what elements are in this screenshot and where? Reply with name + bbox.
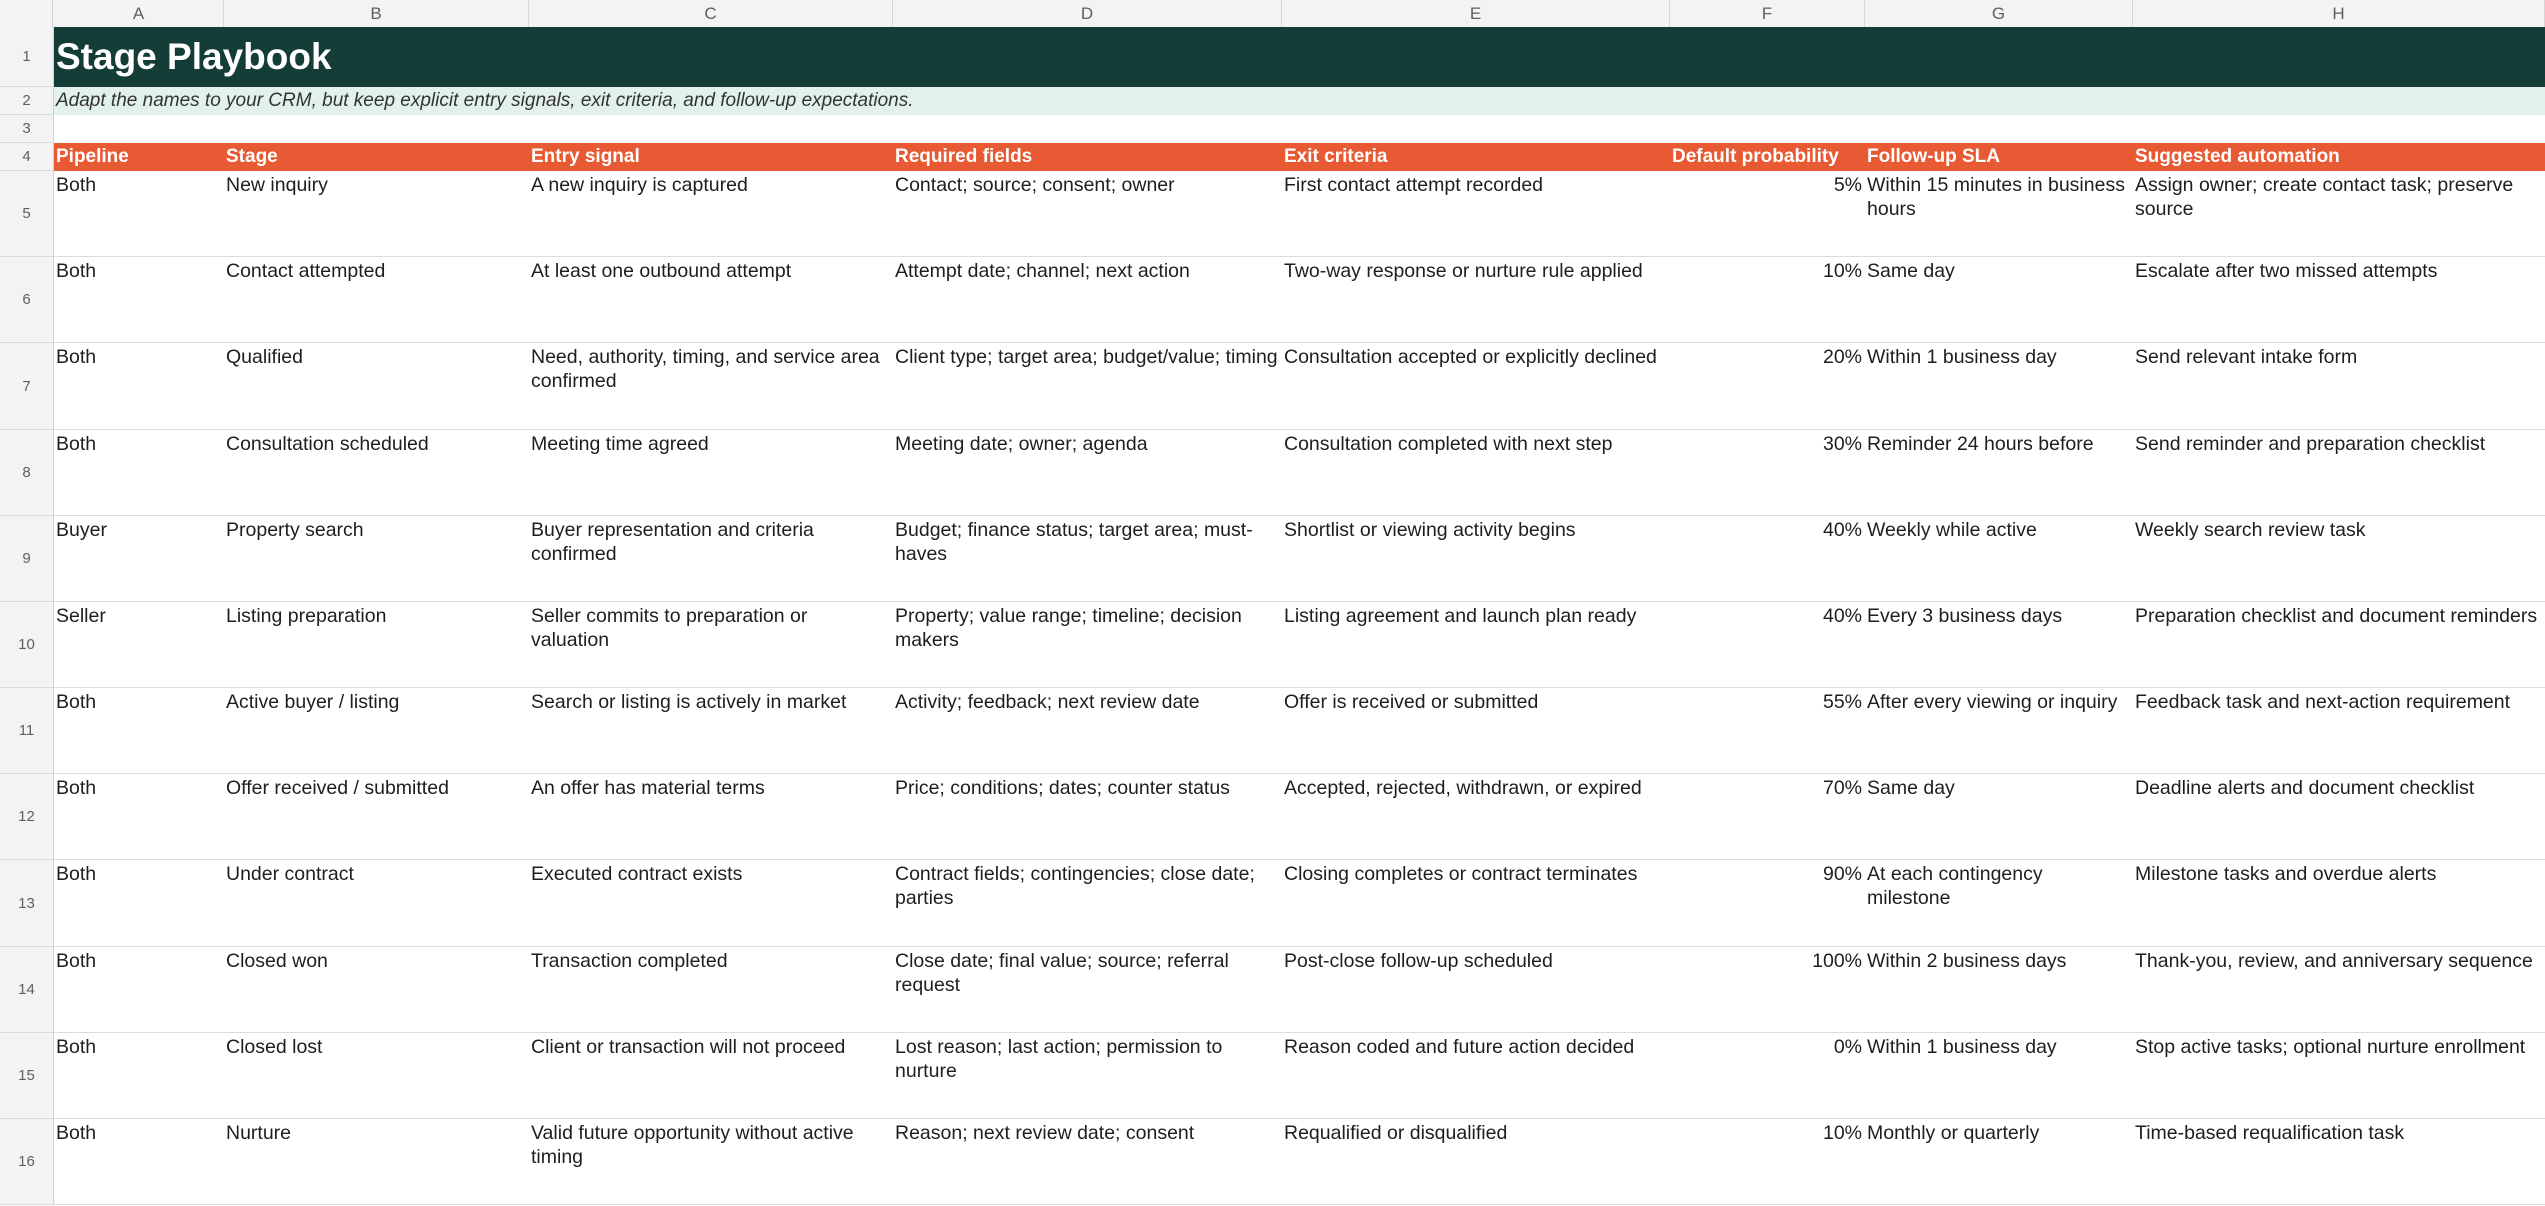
table-cell[interactable]: Client type; target area; budget/value; timing [895, 346, 1278, 368]
table-cell[interactable]: 100% [1812, 950, 1862, 972]
row-header-2[interactable]: 2 [0, 87, 54, 115]
table-cell[interactable]: Stop active tasks; optional nurture enrollment [2135, 1036, 2526, 1058]
table-cell[interactable]: Reason; next review date; consent [895, 1122, 1195, 1144]
row-header-9[interactable]: 9 [0, 516, 54, 602]
table-cell[interactable]: Consultation scheduled [226, 433, 429, 455]
table-cell[interactable]: Shortlist or viewing activity begins [1284, 519, 1576, 541]
column-header-f[interactable]: F [1670, 0, 1865, 27]
row-header-12[interactable]: 12 [0, 774, 54, 860]
table-cell[interactable]: Seller commits to preparation or valuation [531, 605, 808, 651]
table-cell[interactable]: 55% [1822, 691, 1862, 713]
table-cell[interactable]: Activity; feedback; next review date [895, 691, 1200, 713]
table-cell[interactable]: Buyer representation and criteria confirmed [531, 519, 814, 565]
table-cell[interactable]: 0% [1833, 1036, 1862, 1058]
row-header-10[interactable]: 10 [0, 602, 54, 688]
table-cell[interactable]: Price; conditions; dates; counter status [895, 777, 1230, 799]
table-cell[interactable]: Both [56, 260, 97, 282]
table-cell[interactable]: Both [56, 346, 97, 368]
table-cell[interactable]: Valid future opportunity without active timing [531, 1122, 854, 1168]
table-cell[interactable]: At least one outbound attempt [531, 260, 792, 282]
header-cell[interactable]: Entry signal [531, 146, 640, 167]
table-cell[interactable]: Consultation accepted or explicitly declined [1284, 346, 1657, 368]
table-cell[interactable]: Within 1 business day [1867, 1036, 2057, 1058]
table-cell[interactable]: At each contingency milestone [1867, 863, 2043, 909]
table-cell[interactable]: Same day [1867, 777, 1955, 799]
table-cell[interactable]: Accepted, rejected, withdrawn, or expired [1284, 777, 1642, 799]
select-all-corner[interactable] [0, 0, 53, 27]
table-cell[interactable]: Search or listing is actively in market [531, 691, 847, 713]
table-cell[interactable]: Send reminder and preparation checklist [2135, 433, 2486, 455]
table-cell[interactable]: Time-based requalification task [2135, 1122, 2405, 1144]
table-cell[interactable]: Need, authority, timing, and service area confirmed [531, 346, 880, 392]
row-header-6[interactable]: 6 [0, 257, 54, 343]
table-cell[interactable]: Seller [56, 605, 106, 627]
table-cell[interactable]: Both [56, 433, 97, 455]
table-cell[interactable]: Offer is received or submitted [1284, 691, 1539, 713]
table-cell[interactable]: Reminder 24 hours before [1867, 433, 2094, 455]
row-header-13[interactable]: 13 [0, 860, 54, 947]
table-cell[interactable]: Meeting time agreed [531, 433, 709, 455]
table-cell[interactable]: Every 3 business days [1867, 605, 2063, 627]
table-cell[interactable]: 10% [1822, 260, 1862, 282]
table-cell[interactable]: Both [56, 691, 97, 713]
table-cell[interactable]: 40% [1822, 519, 1862, 541]
column-header-h[interactable]: H [2133, 0, 2545, 27]
table-cell[interactable]: Listing preparation [226, 605, 387, 627]
table-cell[interactable]: First contact attempt recorded [1284, 174, 1544, 196]
table-cell[interactable]: New inquiry [226, 174, 328, 196]
table-cell[interactable]: Monthly or quarterly [1867, 1122, 2040, 1144]
table-cell[interactable]: Budget; finance status; target area; must-haves [895, 519, 1253, 565]
row-header-14[interactable]: 14 [0, 947, 54, 1033]
table-cell[interactable]: Close date; final value; source; referral request [895, 950, 1229, 996]
row-header-3[interactable]: 3 [0, 115, 54, 143]
table-cell[interactable]: Post-close follow-up scheduled [1284, 950, 1553, 972]
table-cell[interactable]: Thank-you, review, and anniversary sequence [2135, 950, 2533, 972]
header-cell[interactable]: Required fields [895, 146, 1033, 167]
table-cell[interactable]: Offer received / submitted [226, 777, 449, 799]
column-header-a[interactable]: A [54, 0, 224, 27]
table-cell[interactable]: 30% [1822, 433, 1862, 455]
table-cell[interactable]: Transaction completed [531, 950, 728, 972]
table-cell[interactable]: 40% [1822, 605, 1862, 627]
column-header-e[interactable]: E [1282, 0, 1670, 27]
table-cell[interactable]: Two-way response or nurture rule applied [1284, 260, 1643, 282]
row-header-5[interactable]: 5 [0, 171, 54, 257]
table-cell[interactable]: Closing completes or contract terminates [1284, 863, 1638, 885]
table-cell[interactable]: An offer has material terms [531, 777, 765, 799]
table-cell[interactable]: 20% [1822, 346, 1862, 368]
table-cell[interactable]: Nurture [226, 1122, 292, 1144]
row-header-7[interactable]: 7 [0, 343, 54, 430]
header-cell[interactable]: Exit criteria [1284, 146, 1388, 167]
table-cell[interactable]: Both [56, 174, 97, 196]
table-cell[interactable]: Contact attempted [226, 260, 386, 282]
table-cell[interactable]: Both [56, 1036, 97, 1058]
column-header-g[interactable]: G [1865, 0, 2133, 27]
table-cell[interactable]: Contact; source; consent; owner [895, 174, 1175, 196]
table-cell[interactable]: A new inquiry is captured [531, 174, 748, 196]
row-header-11[interactable]: 11 [0, 688, 54, 774]
table-cell[interactable]: 5% [1833, 174, 1862, 196]
table-cell[interactable]: Reason coded and future action decided [1284, 1036, 1635, 1058]
row-header-4[interactable]: 4 [0, 143, 54, 171]
table-cell[interactable]: Both [56, 777, 97, 799]
table-cell[interactable]: Both [56, 1122, 97, 1144]
table-cell[interactable]: Within 2 business days [1867, 950, 2067, 972]
table-cell[interactable]: Executed contract exists [531, 863, 743, 885]
title-band [54, 27, 2545, 87]
table-cell[interactable]: Contract fields; contingencies; close date; parties [895, 863, 1255, 909]
table-cell[interactable]: Buyer [56, 519, 107, 541]
table-cell[interactable]: Consultation completed with next step [1284, 433, 1613, 455]
table-cell[interactable]: Closed won [226, 950, 328, 972]
table-cell[interactable]: Both [56, 950, 97, 972]
table-cell[interactable]: Assign owner; create contact task; preserve source [2135, 174, 2514, 220]
table-cell[interactable]: Lost reason; last action; permission to nurture [895, 1036, 1223, 1082]
sheet-subtitle[interactable]: Adapt the names to your CRM, but keep explicit entry signals, exit criteria, and follow-up expectations. [56, 90, 914, 111]
table-cell[interactable]: Requalified or disqualified [1284, 1122, 1508, 1144]
table-cell[interactable]: Closed lost [226, 1036, 323, 1058]
table-cell[interactable]: After every viewing or inquiry [1867, 691, 2118, 713]
column-header-b[interactable]: B [224, 0, 529, 27]
table-cell[interactable]: Weekly while active [1867, 519, 2037, 541]
row-header-16[interactable]: 16 [0, 1119, 54, 1205]
row-header-1[interactable]: 1 [0, 27, 54, 87]
table-cell[interactable]: Same day [1867, 260, 1955, 282]
table-cell[interactable]: 90% [1822, 863, 1862, 885]
empty-row[interactable] [54, 115, 2545, 143]
table-cell[interactable]: Property search [226, 519, 364, 541]
table-cell[interactable]: Deadline alerts and document checklist [2135, 777, 2475, 799]
table-cell[interactable]: 10% [1822, 1122, 1862, 1144]
column-header-c[interactable]: C [529, 0, 893, 27]
table-cell[interactable]: Active buyer / listing [226, 691, 400, 713]
table-cell[interactable]: Feedback task and next-action requirement [2135, 691, 2511, 713]
row-header-15[interactable]: 15 [0, 1033, 54, 1119]
header-cell[interactable]: Pipeline [56, 146, 129, 167]
header-cell[interactable]: Default probability [1672, 146, 1839, 167]
table-cell[interactable]: Within 1 business day [1867, 346, 2057, 368]
table-cell[interactable]: Escalate after two missed attempts [2135, 260, 2438, 282]
table-cell[interactable]: Attempt date; channel; next action [895, 260, 1190, 282]
header-cell[interactable]: Stage [226, 146, 278, 167]
table-cell[interactable]: Property; value range; timeline; decision makers [895, 605, 1242, 651]
table-cell[interactable]: Meeting date; owner; agenda [895, 433, 1148, 455]
table-cell[interactable]: Within 15 minutes in business hours [1867, 174, 2125, 220]
header-cell[interactable]: Follow-up SLA [1867, 146, 2000, 167]
table-cell[interactable]: Send relevant intake form [2135, 346, 2358, 368]
table-cell[interactable]: Under contract [226, 863, 354, 885]
table-cell[interactable]: Listing agreement and launch plan ready [1284, 605, 1637, 627]
table-cell[interactable]: Qualified [226, 346, 303, 368]
column-header-d[interactable]: D [893, 0, 1282, 27]
row-header-8[interactable]: 8 [0, 430, 54, 516]
table-cell[interactable]: Milestone tasks and overdue alerts [2135, 863, 2437, 885]
header-cell[interactable]: Suggested automation [2135, 146, 2340, 167]
table-cell[interactable]: Client or transaction will not proceed [531, 1036, 846, 1058]
table-cell[interactable]: Weekly search review task [2135, 519, 2366, 541]
sheet-title[interactable]: Stage Playbook [56, 36, 332, 77]
table-cell[interactable]: Both [56, 863, 97, 885]
table-cell[interactable]: 70% [1822, 777, 1862, 799]
table-cell[interactable]: Preparation checklist and document reminders [2135, 605, 2538, 627]
